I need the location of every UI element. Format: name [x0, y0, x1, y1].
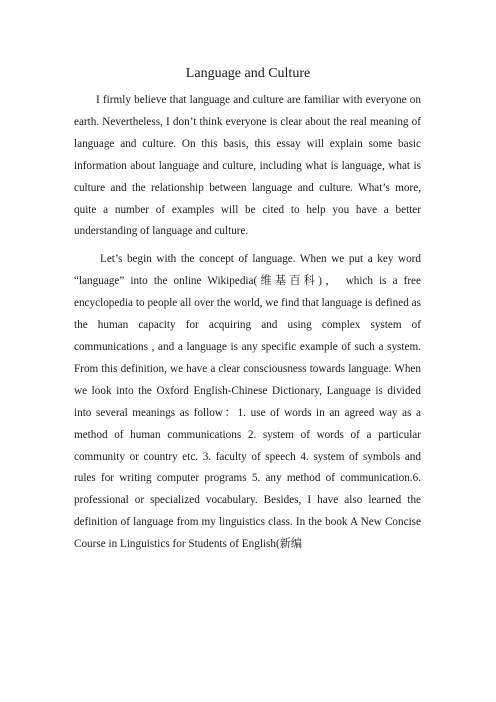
document-body [74, 90, 421, 556]
paragraph-intro: I firmly believe that language and culture are familiar with everyone on earth. Nevertheless, I don’t think everyone is clear about the real meaning of language and culture. On this basis, this essay will explain some basic information about language and culture, including what is language, what is culture and the relationship between language and culture. What’s more, quite a number of examples will be cited to help you have a better understanding of language and culture. [74, 94, 421, 238]
document-title: Language and Culture [185, 66, 311, 81]
paragraph-language-concept: Let’s begin with the concept of language. When we put a key word “language” into the online Wikipedia(维基百科)， which is a free encyclopedia to people all over the world, we find that language is defined as the human capacity for acquiring and using complex system of communications , and a language is any specific example of such a system. From this definition, we have a clear consciousness towards language. When we look into the Oxford English-Chinese Dictionary, Language is divided into several meanings as follow：1. use of words in an agreed way as a method of human communications 2. system of words of a particular community or country etc. 3. faculty of speech 4. system of symbols and rules for writing computer programs 5. any method of communication.6. professional or specialized vocabulary. Besides, I have also learned the definition of language from my linguistics class. In the book A New Concise Course in Linguistics for Students of English(新编 [74, 253, 421, 551]
